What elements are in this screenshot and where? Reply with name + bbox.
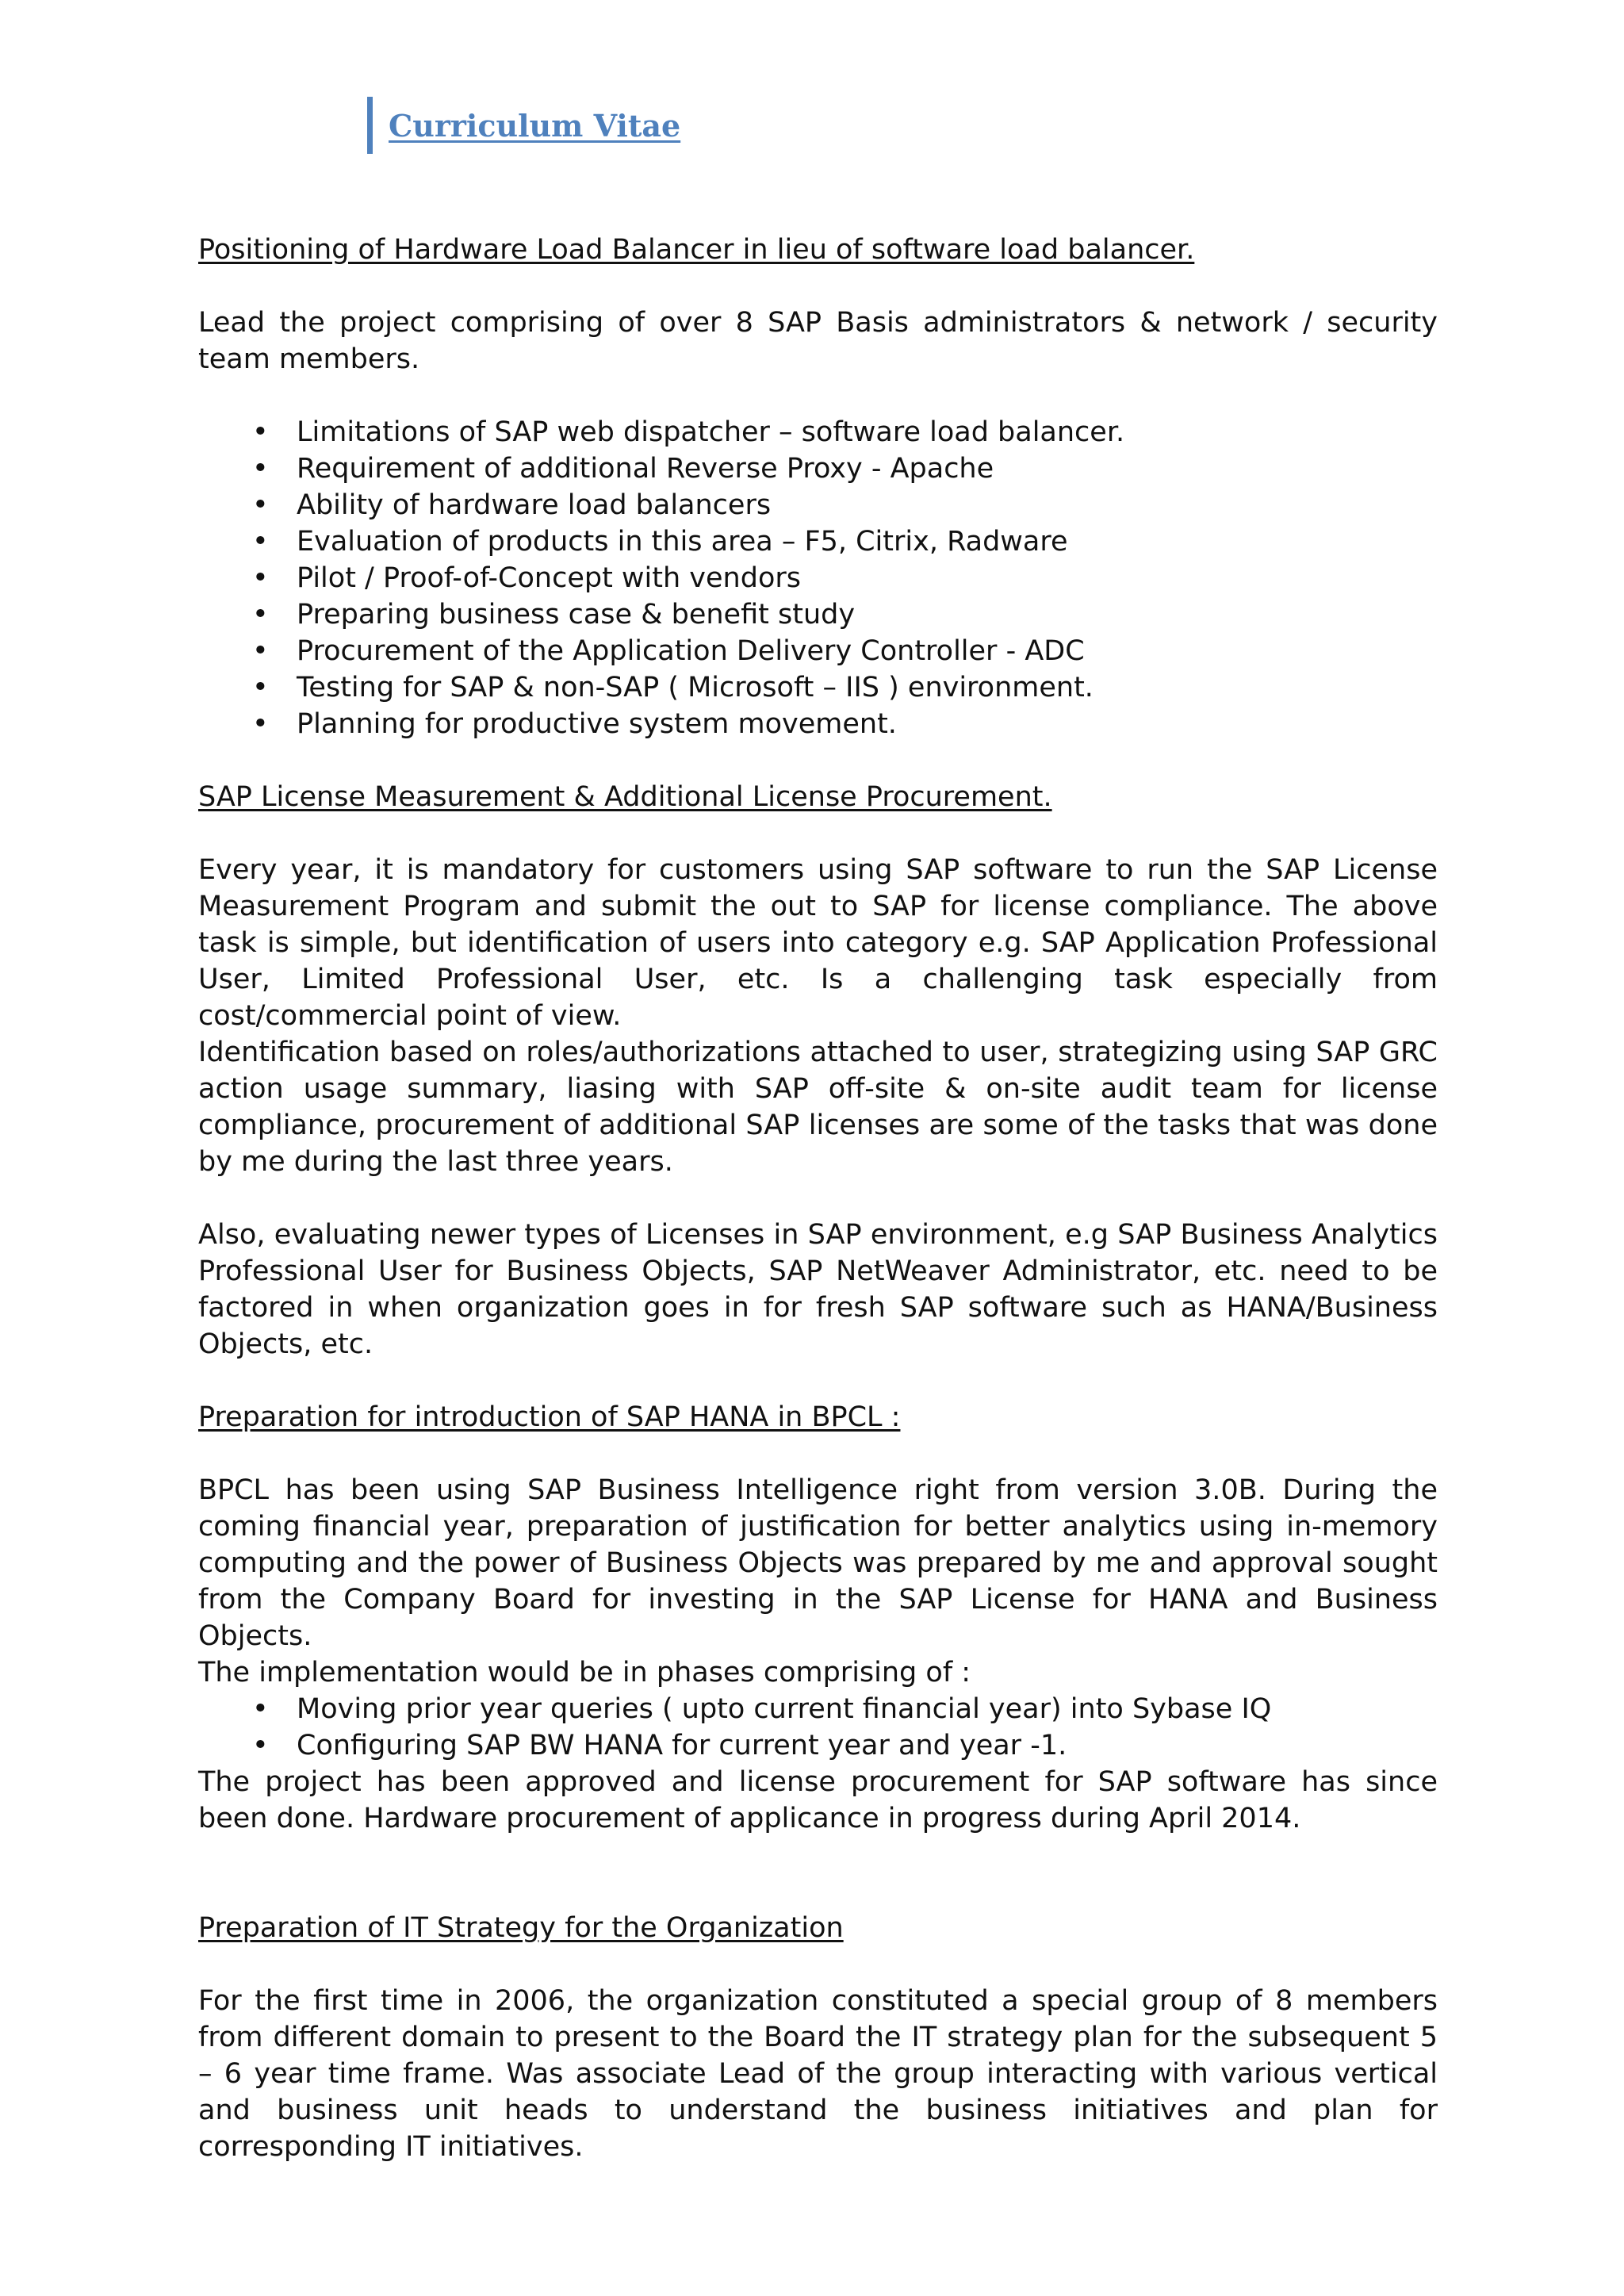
bullet-icon: • [252, 1693, 269, 1725]
list-item: • Preparing business case & benefit study [198, 596, 1438, 633]
load-balancer-bullet-list [198, 414, 1438, 742]
it-strategy-paragraph-1: For the first time in 2006, the organization constituted a special group of 8 members from different domain to present to the Board the IT strategy plan for the subsequent 5 – 6 year time frame. Was associate Lead of the group interacting with various vertical and business unit heads to understand the business initiatives and plan for corresponding IT initiatives. [198, 1985, 1438, 2163]
list-item: • Moving prior year queries ( upto current financial year) into Sybase IQ [198, 1691, 1438, 1727]
list-item: • Evaluation of products in this area – F5, Citrix, Radware [198, 523, 1438, 560]
license-paragraph-3: Also, evaluating newer types of Licenses in SAP environment, e.g SAP Business Analytics Professional User for Business Objects, SAP NetWeaver Administrator, etc. need to be factored in when organization goes in for fresh SAP software such as HANA/Business Objects, etc. [198, 1219, 1438, 1360]
list-item: • Planning for productive system movement. [198, 706, 1438, 742]
bullet-icon: • [252, 416, 269, 448]
license-paragraph-2: Identification based on roles/authorizations attached to user, strategizing using SAP GRC action usage summary, liasing with SAP off-site & on-site audit team for license compliance, procurement of additional SAP licenses are some of the tasks that was done by me during the last three years. [198, 1037, 1438, 1178]
bullet-icon: • [252, 672, 269, 703]
hana-bullet-list [198, 1691, 1438, 1764]
section-heading-it-strategy: Preparation of IT Strategy for the Organization [198, 1912, 844, 1944]
hana-paragraph-2: The implementation would be in phases comprising of : [198, 1657, 971, 1688]
hana-paragraph-1: BPCL has been using SAP Business Intelligence right from version 3.0B. During the coming financial year, preparation of justification for better analytics using in-memory computing and the power of Business Objects was prepared by me and approval sought from the Company Board for investing in the SAP License for HANA and Business Objects. [198, 1474, 1438, 1652]
cv-title: Curriculum Vitae [389, 107, 681, 144]
document-body [198, 232, 1438, 2165]
bullet-icon: • [252, 635, 269, 667]
bullet-icon: • [252, 599, 269, 631]
bullet-icon: • [252, 562, 269, 594]
list-item: • Ability of hardware load balancers [198, 487, 1438, 523]
bullet-icon: • [252, 708, 269, 740]
list-item: • Procurement of the Application Delivery Controller - ADC [198, 633, 1438, 669]
list-item: • Limitations of SAP web dispatcher – software load balancer. [198, 414, 1438, 450]
bullet-icon: • [252, 489, 269, 521]
bullet-icon: • [252, 1730, 269, 1761]
list-item: • Pilot / Proof-of-Concept with vendors [198, 560, 1438, 596]
bullet-icon: • [252, 453, 269, 485]
section-heading-license: SAP License Measurement & Additional License Procurement. [198, 781, 1052, 813]
load-balancer-intro: Lead the project comprising of over 8 SAP Basis administrators & network / security team members. [198, 307, 1438, 375]
license-paragraph-1: Every year, it is mandatory for customers using SAP software to run the SAP License Measurement Program and submit the out to SAP for license compliance. The above task is simple, but identification of users into category e.g. SAP Application Professional User, Limited Professional User, etc. Is a challenging task especially from cost/commercial point of view. [198, 854, 1438, 1032]
cv-header [367, 97, 680, 154]
list-item: • Requirement of additional Reverse Proxy - Apache [198, 450, 1438, 487]
list-item: • Configuring SAP BW HANA for current year and year -1. [198, 1727, 1438, 1764]
hana-paragraph-3: The project has been approved and license procurement for SAP software has since been done. Hardware procurement of applicance in progress during April 2014. [198, 1766, 1438, 1834]
section-heading-load-balancer: Positioning of Hardware Load Balancer in lieu of software load balancer. [198, 234, 1195, 266]
bullet-icon: • [252, 526, 269, 558]
list-item: • Testing for SAP & non-SAP ( Microsoft – IIS ) environment. [198, 669, 1438, 706]
section-heading-hana: Preparation for introduction of SAP HANA in BPCL : [198, 1401, 901, 1433]
